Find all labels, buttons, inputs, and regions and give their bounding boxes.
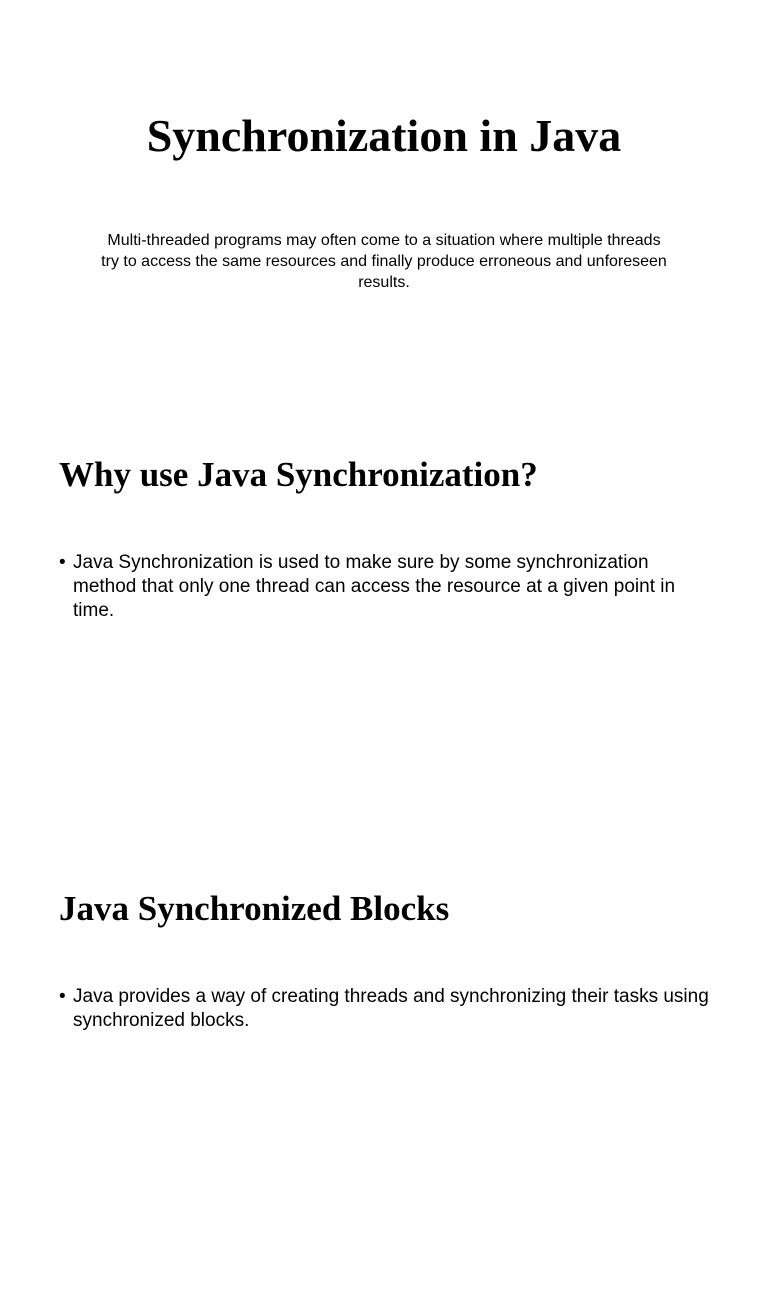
slide-subtitle: Multi-threaded programs may often come to a situation where multiple threads try to access the same resources and finally produce erroneous and unforeseen results. xyxy=(101,232,667,291)
bullet-icon: • xyxy=(59,552,66,573)
bullet-list xyxy=(59,551,709,623)
slide-why-use-synchronization xyxy=(0,434,768,868)
slide-heading: Why use Java Synchronization? xyxy=(59,455,538,494)
slide-heading: Java Synchronized Blocks xyxy=(59,889,450,928)
bullet-item xyxy=(59,985,709,1033)
slide-title xyxy=(0,0,768,434)
slide-title-heading: Synchronization in Java xyxy=(146,110,622,161)
bullet-text: Java Synchronization is used to make sure by some synchronization method that only one thread can access the resource at a given point in time. xyxy=(73,552,676,621)
bullet-item xyxy=(59,551,709,623)
bullet-icon: • xyxy=(59,986,66,1007)
slide-synchronized-blocks xyxy=(0,868,768,1302)
bullet-text: Java provides a way of creating threads and synchronizing their tasks using synchronized blocks. xyxy=(73,986,709,1031)
bullet-list xyxy=(59,985,709,1033)
